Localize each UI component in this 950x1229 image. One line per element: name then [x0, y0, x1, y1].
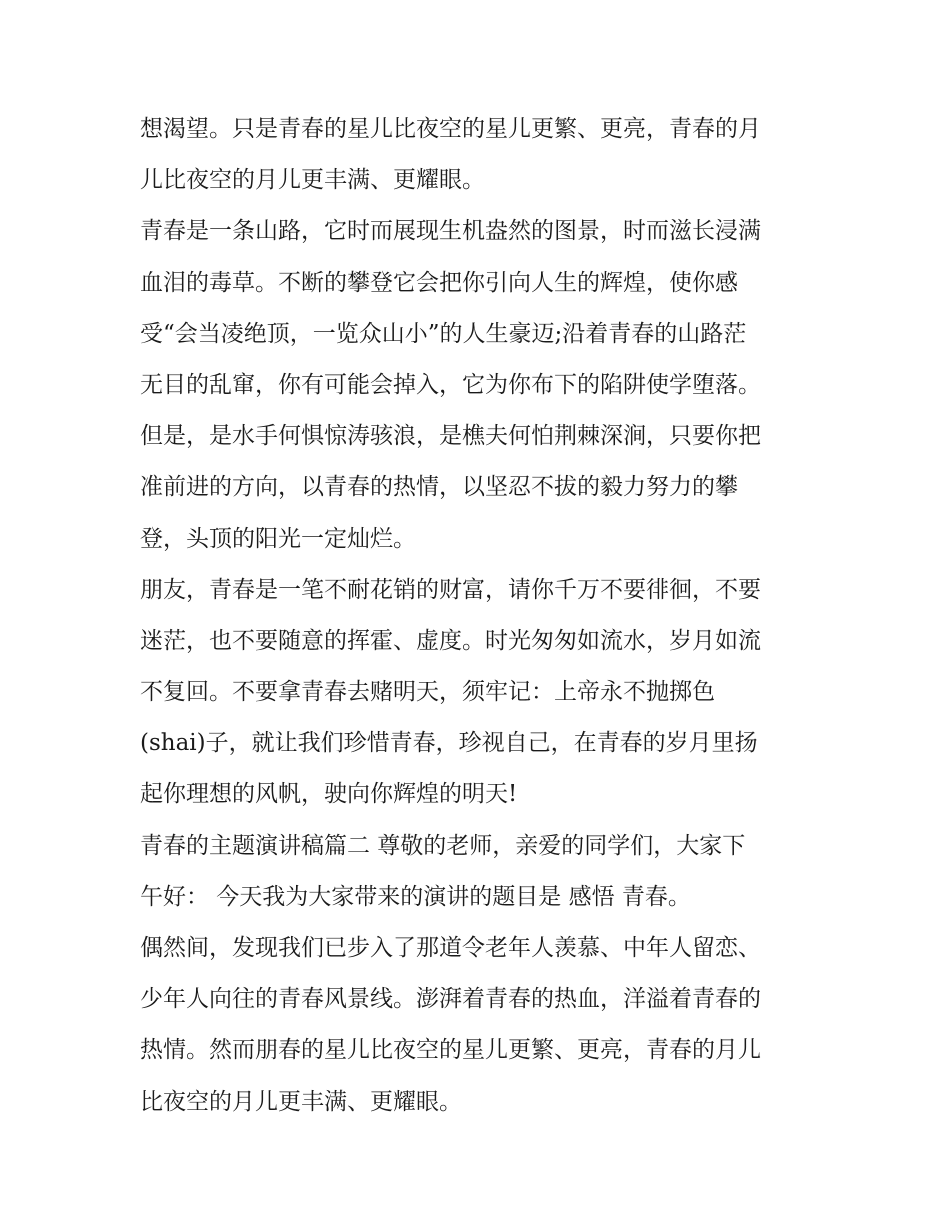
- text-line-5: 受“会当凌绝顶，一览众山小”的人生豪迈;沿着青春的山路茫: [140, 320, 747, 347]
- text-line-6: 无目的乱窜，你有可能会掉入，它为你布下的陷阱使学堕落。: [140, 371, 761, 398]
- text-line-12: 不复回。不要拿青春去赌明天，须牢记：上帝永不抛掷色: [140, 679, 715, 706]
- text-line-3: 青春是一条山路，它时而展现生机盎然的图景，时而滋长浸满: [140, 218, 761, 245]
- text-line-1: 想渴望。只是青春的星儿比夜空的星儿更繁、更亮，青春的月: [140, 116, 761, 142]
- text-line-8: 准前进的方向，以青春的热情，以坚忍不拔的毅力努力的攀: [140, 474, 738, 501]
- text-line-16: 午好： 今天我为大家带来的演讲的题目是 感悟 青春。: [140, 883, 691, 910]
- text-line-17: 偶然间，发现我们已步入了那道令老年人羡慕、中年人留恋、: [140, 935, 761, 961]
- text-line-14: 起你理想的风帆，驶向你辉煌的明天!: [140, 781, 518, 808]
- text-line-19: 热情。然而朋春的星儿比夜空的星儿更繁、更亮，青春的月儿: [140, 1037, 761, 1064]
- text-line-9: 登，头顶的阳光一定灿烂。: [140, 525, 416, 552]
- text-line-4: 血泪的毒草。不断的攀登它会把你引向人生的辉煌，使你感: [140, 269, 738, 296]
- text-line-18: 少年人向往的青春风景线。澎湃着青春的热血，洋溢着青春的: [140, 986, 761, 1013]
- text-line-13: (shai)子，就让我们珍惜青春，珍视自己，在青春的岁月里扬: [140, 730, 758, 757]
- text-line-2: 儿比夜空的月儿更丰满、更耀眼。: [140, 167, 485, 194]
- text-line-20: 比夜空的月儿更丰满、更耀眼。: [140, 1088, 462, 1115]
- text-line-7: 但是，是水手何惧惊涛骇浪，是樵夫何怕荆棘深涧，只要你把: [140, 423, 761, 450]
- document-body: [140, 104, 820, 1128]
- text-line-10: 朋友，青春是一笔不耐花销的财富，请你千万不要徘徊，不要: [140, 576, 761, 603]
- text-line-11: 迷茫，也不要随意的挥霍、虚度。时光匆匆如流水，岁月如流: [140, 627, 761, 654]
- text-line-15: 青春的主题演讲稿篇二 尊敬的老师，亲爱的同学们，大家下: [140, 832, 746, 859]
